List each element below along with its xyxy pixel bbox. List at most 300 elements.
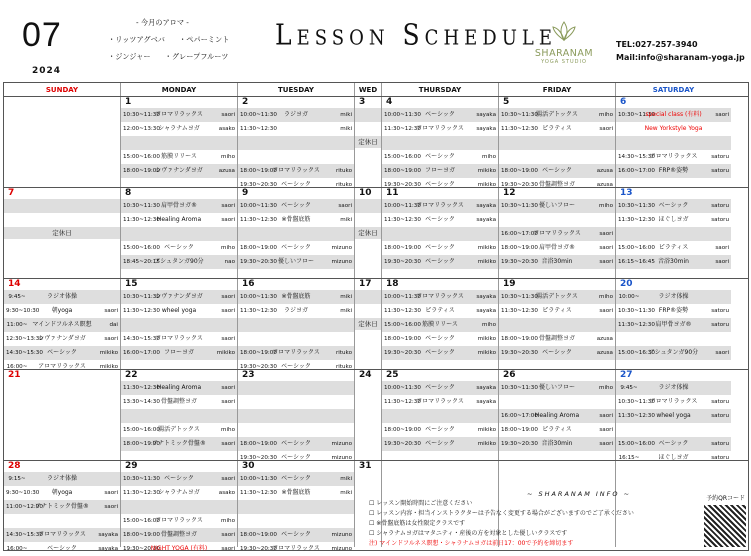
class-entry[interactable] (616, 227, 731, 241)
class-entry[interactable] (238, 514, 354, 528)
instructor: saori (221, 294, 235, 300)
class-entry[interactable] (4, 332, 120, 346)
class-entry[interactable] (616, 164, 731, 178)
class-entry[interactable] (616, 395, 731, 409)
class-entry[interactable] (382, 290, 498, 304)
class-entry[interactable] (4, 304, 120, 318)
class-entry[interactable] (4, 528, 120, 542)
class-entry[interactable] (499, 290, 615, 304)
day-cell (499, 97, 616, 187)
class-entry[interactable] (238, 409, 354, 423)
instructor: mikiko (99, 364, 118, 370)
class-entry[interactable] (121, 437, 237, 451)
class-name: ベーシック (281, 244, 311, 251)
class-entry[interactable] (382, 437, 498, 451)
class-name: ベーシック (47, 349, 77, 356)
instructor: rituko (335, 364, 352, 370)
class-name: シャラナムヨガ (158, 125, 200, 132)
class-entry[interactable] (616, 437, 731, 451)
class-entry[interactable] (121, 528, 237, 542)
class-entry[interactable] (382, 199, 498, 213)
class-entry[interactable] (499, 108, 615, 122)
class-entry[interactable] (382, 409, 498, 423)
class-entry[interactable] (499, 437, 615, 451)
class-entry[interactable] (238, 381, 354, 395)
class-entry[interactable] (121, 227, 237, 241)
class-name: ピラティス (542, 426, 572, 433)
class-entry[interactable] (382, 150, 498, 164)
class-name: アロマリラックス (38, 363, 86, 370)
instructor: saori (104, 504, 118, 510)
class-entry[interactable] (382, 241, 498, 255)
class-time: 10:30~11:30 (123, 476, 160, 482)
class-entry[interactable] (499, 255, 615, 269)
reservation-qr-code[interactable] (704, 505, 746, 547)
class-time: 18:00~19:00 (384, 245, 421, 251)
instructor: saori (599, 259, 613, 265)
class-entry[interactable] (382, 108, 498, 122)
day-cell (121, 97, 238, 187)
class-time: 15:00~16:00 (384, 322, 421, 328)
class-time: 14:30~15:30 (618, 154, 655, 160)
class-time: 15:00~16:00 (384, 154, 421, 160)
class-entry[interactable] (4, 346, 120, 360)
email: Mail:info@sharanam-yoga.jp (616, 53, 745, 62)
class-time: 11:30~12:30 (501, 308, 538, 314)
class-name: ベーシック (425, 349, 455, 356)
class-entry[interactable] (355, 290, 381, 304)
instructor: miki (340, 126, 352, 132)
class-entry[interactable] (4, 290, 120, 304)
class-name: アシュタンガ90分 (648, 349, 699, 356)
day-number: 9 (242, 188, 249, 198)
instructor: saori (221, 399, 235, 405)
class-entry[interactable] (382, 318, 498, 332)
weekday-monday: MONDAY (121, 83, 238, 96)
instructor: mikiko (477, 350, 496, 356)
day-number: 23 (242, 370, 255, 380)
day-number: 8 (125, 188, 132, 198)
class-name: NIGHT YOGA (有料) (150, 545, 208, 552)
class-entry[interactable] (499, 332, 615, 346)
class-name: ベーシック (281, 531, 311, 538)
instructor: mikiko (477, 245, 496, 251)
instructor: saori (104, 336, 118, 342)
class-entry[interactable] (121, 136, 237, 150)
info-line: ☐ レッスン内容・担当インストラクターは予告なく変更する場合がございますのでご了承ください (369, 510, 634, 517)
week-row (4, 97, 748, 188)
class-name: ベーシック (281, 181, 311, 188)
class-entry[interactable] (616, 290, 731, 304)
class-name: シャラナムヨガ (158, 489, 200, 496)
class-time: 19:30~20:30 (501, 441, 538, 447)
class-name: ラジヨガ (283, 111, 308, 118)
class-entry[interactable] (616, 136, 731, 150)
instructor: dai (109, 322, 118, 328)
class-name: 音浴30min (541, 258, 573, 265)
class-name: アナトミック骨盤® (35, 503, 89, 510)
class-time: 18:00~19:00 (501, 336, 538, 342)
class-entry[interactable] (355, 304, 381, 318)
class-entry[interactable] (238, 136, 354, 150)
class-entry[interactable] (616, 318, 731, 332)
class-entry[interactable] (616, 346, 731, 360)
class-time: 18:00~19:00 (123, 532, 160, 538)
class-time: 19:30~20:30 (384, 182, 421, 188)
instructor: sayaka (476, 308, 496, 314)
class-time: 11:30~12:30 (618, 413, 655, 419)
day-cell (121, 370, 238, 460)
class-entry[interactable] (121, 108, 237, 122)
instructor: mizuno (331, 245, 352, 251)
class-entry[interactable] (4, 318, 120, 332)
class-entry[interactable] (616, 122, 731, 136)
class-entry[interactable] (616, 213, 731, 227)
class-entry[interactable] (238, 486, 354, 500)
class-entry[interactable] (4, 472, 120, 486)
class-time: 14:30~15:30 (123, 336, 160, 342)
day-number: 24 (359, 370, 372, 380)
class-entry[interactable] (238, 395, 354, 409)
class-entry[interactable] (238, 108, 354, 122)
class-entry[interactable] (382, 164, 498, 178)
day-number (616, 461, 731, 472)
day-number: 3 (359, 97, 366, 107)
class-name: ベーシック (425, 335, 455, 342)
class-entry[interactable] (121, 395, 237, 409)
class-time: 10:30~11:30 (501, 294, 538, 300)
class-entry[interactable] (499, 423, 615, 437)
class-entry[interactable] (238, 318, 354, 332)
class-name: マインドフルネス瞑想 (32, 321, 92, 328)
class-entry[interactable] (121, 290, 237, 304)
class-time: 19:30~20:30 (240, 364, 277, 370)
class-name: 骨盤調整ヨガ (160, 531, 197, 538)
class-time: 15:00~16:00 (123, 427, 160, 433)
month-number: 07 (22, 16, 62, 54)
class-entry[interactable] (238, 542, 354, 556)
class-time: 19:30~20:30 (123, 546, 160, 552)
instructor: saori (221, 336, 235, 342)
class-entry[interactable] (238, 255, 354, 269)
class-entry[interactable] (238, 346, 354, 360)
instructor: satoru (711, 455, 729, 461)
class-entry[interactable] (238, 437, 354, 451)
class-name: 腸活デトックス (158, 426, 200, 433)
day-number: 19 (503, 279, 516, 289)
class-entry[interactable] (121, 150, 237, 164)
class-time: 14:30~15:30 (6, 532, 43, 538)
class-time: 10:30~11:30 (618, 399, 655, 405)
instructor: satoru (711, 399, 729, 405)
class-entry[interactable] (499, 136, 615, 150)
class-entry[interactable] (121, 164, 237, 178)
class-entry[interactable] (616, 241, 731, 255)
weekday-wed: WED (355, 83, 382, 96)
class-entry[interactable] (4, 542, 120, 556)
class-entry[interactable] (4, 199, 120, 213)
class-entry[interactable] (382, 304, 498, 318)
class-time: 19:30~20:30 (240, 455, 277, 461)
class-entry[interactable] (382, 227, 498, 241)
class-entry[interactable] (499, 409, 615, 423)
class-time: 18:00~19:00 (501, 427, 538, 433)
instructor: azusa (596, 336, 613, 342)
class-time: 12:30~13:30 (6, 336, 43, 342)
instructor: mikiko (99, 350, 118, 356)
class-name: ※骨盤底筋 (281, 216, 311, 223)
closed-day-label: 定休日 (355, 136, 381, 148)
day-number: 14 (8, 279, 21, 289)
class-time: 10:00~11:30 (240, 203, 277, 209)
class-entry[interactable] (121, 423, 237, 437)
class-time: 10:30~11:30 (501, 112, 538, 118)
class-entry[interactable] (121, 346, 237, 360)
class-entry[interactable] (616, 150, 731, 164)
day-cell (238, 188, 355, 278)
class-entry[interactable] (499, 227, 615, 241)
class-entry[interactable] (382, 213, 498, 227)
aroma-title: - 今月のアロマ - (136, 18, 189, 27)
qr-label: 予約QRコード (706, 495, 745, 502)
class-entry[interactable] (121, 241, 237, 255)
instructor: miki (340, 294, 352, 300)
class-entry[interactable] (121, 381, 237, 395)
class-entry[interactable] (121, 122, 237, 136)
class-time: 13:30~14:30 (123, 399, 160, 405)
instructor: mizuno (331, 441, 352, 447)
day-cell (4, 279, 121, 369)
class-time: 11:30~12:30 (384, 126, 421, 132)
aroma-item: ・リッツアグベバ (108, 35, 165, 44)
class-name: ベーシック (425, 244, 455, 251)
class-name: アロマリラックス (272, 167, 320, 174)
class-time: 16:00~ (6, 364, 28, 370)
info-note: 注) マインドフルネス瞑想・シャラナムヨガは前日17：00で予約を締切ます (369, 540, 574, 547)
class-entry[interactable] (616, 199, 731, 213)
schedule-grid (3, 82, 749, 551)
instructor: miki (340, 112, 352, 118)
class-time: 19:30~20:30 (384, 350, 421, 356)
class-name: アロマリラックス (155, 335, 203, 342)
class-entry[interactable] (121, 304, 237, 318)
class-entry[interactable] (499, 395, 615, 409)
day-number: 31 (359, 461, 372, 471)
class-entry[interactable] (616, 304, 731, 318)
class-entry[interactable] (121, 486, 237, 500)
class-entry[interactable] (238, 150, 354, 164)
class-entry[interactable] (382, 332, 498, 346)
class-entry[interactable] (382, 136, 498, 150)
class-name: 朝yoga (51, 489, 73, 496)
instructor: mikiko (477, 182, 496, 188)
class-entry[interactable] (382, 122, 498, 136)
class-name: アロマリラックス (533, 230, 581, 237)
day-cell (499, 188, 616, 278)
class-entry[interactable] (355, 199, 381, 213)
day-cell (238, 279, 355, 369)
class-time: 15:00~16:30 (618, 350, 655, 356)
weekday-thursday: THURSDAY (382, 83, 499, 96)
day-number: 16 (242, 279, 255, 289)
instructor: mikiko (477, 168, 496, 174)
class-name: アロマリラックス (649, 153, 698, 160)
class-time: 16:00~17:00 (618, 168, 655, 174)
class-entry[interactable] (4, 514, 120, 528)
class-name: ベーシック (425, 181, 455, 188)
instructor: miho (599, 112, 613, 118)
class-entry[interactable] (616, 108, 731, 122)
class-entry[interactable] (238, 500, 354, 514)
instructor: saori (338, 203, 352, 209)
day-number: 12 (503, 188, 516, 198)
day-number: 28 (8, 461, 21, 471)
class-entry[interactable] (499, 213, 615, 227)
class-name: 優しいフロー (538, 202, 575, 209)
class-time: 10:30~11:30 (618, 308, 655, 314)
class-time: 9:30~10:30 (6, 490, 40, 496)
class-time: 18:00~19:00 (123, 168, 160, 174)
day-number: 18 (386, 279, 399, 289)
class-entry[interactable] (499, 381, 615, 395)
day-number: 21 (8, 370, 21, 380)
class-entry[interactable] (121, 500, 237, 514)
class-time: 10:30~11:30 (123, 294, 160, 300)
day-number: 11 (386, 188, 399, 198)
day-cell (616, 370, 731, 460)
instructor: azusa (596, 168, 613, 174)
class-time: 11:30~12:30 (240, 126, 277, 132)
class-entry[interactable] (499, 164, 615, 178)
class-entry[interactable] (499, 122, 615, 136)
class-entry[interactable] (238, 332, 354, 346)
class-entry[interactable] (499, 199, 615, 213)
class-entry[interactable] (121, 318, 237, 332)
class-time: 16:00~ (6, 546, 28, 552)
class-entry[interactable] (4, 486, 120, 500)
class-entry[interactable] (499, 150, 615, 164)
class-entry[interactable] (616, 255, 731, 269)
class-entry[interactable] (382, 423, 498, 437)
class-entry[interactable] (4, 500, 120, 514)
class-name: ラジヨガ (283, 307, 308, 314)
class-entry[interactable] (355, 213, 381, 227)
day-cell (382, 97, 499, 187)
day-number: 22 (125, 370, 138, 380)
class-entry[interactable] (238, 423, 354, 437)
class-entry[interactable] (616, 381, 731, 395)
class-entry[interactable] (382, 346, 498, 360)
class-name: ベーシック (281, 440, 311, 447)
day-number: 26 (503, 370, 516, 380)
instructor: sayaka (98, 532, 118, 538)
class-entry[interactable] (616, 409, 731, 423)
instructor: mizuno (331, 546, 352, 552)
class-time: 19:30~20:30 (240, 259, 277, 265)
class-name: アロマリラックス (272, 545, 320, 552)
day-cell (616, 279, 731, 369)
class-name: アロマリラックス (155, 111, 203, 118)
instructor: sayaka (476, 112, 496, 118)
class-name: ベーシック (425, 258, 455, 265)
class-name: シヴァナンダヨガ (155, 293, 203, 300)
class-entry[interactable] (238, 472, 354, 486)
class-entry[interactable] (238, 304, 354, 318)
class-name: ベーシック (542, 167, 572, 174)
class-entry[interactable] (121, 213, 237, 227)
class-time: 16:15~16:45 (618, 259, 655, 265)
class-entry[interactable] (121, 332, 237, 346)
instructor: sayaka (476, 126, 496, 132)
class-time: 11:30~12:30 (240, 217, 277, 223)
class-time: 19:30~20:30 (240, 182, 277, 188)
instructor: mikiko (477, 259, 496, 265)
class-entry[interactable] (238, 227, 354, 241)
class-entry[interactable] (382, 381, 498, 395)
instructor: nao (224, 259, 235, 265)
instructor: sayaka (476, 385, 496, 391)
class-time: 19:30~20:30 (384, 441, 421, 447)
class-entry[interactable] (499, 304, 615, 318)
class-entry[interactable] (238, 199, 354, 213)
class-name: ベーシック (47, 545, 77, 552)
class-entry[interactable] (121, 514, 237, 528)
class-time: 11:00~ (6, 322, 28, 328)
day-cell (355, 370, 382, 460)
class-name: ラジオ体操 (658, 384, 689, 391)
class-entry[interactable] (355, 108, 381, 122)
class-time: 10:30~11:30 (618, 203, 655, 209)
class-name: wheel yoga (161, 307, 197, 314)
class-entry[interactable] (238, 528, 354, 542)
class-entry[interactable] (238, 241, 354, 255)
class-entry[interactable] (355, 122, 381, 136)
class-name: ラジオ体操 (46, 293, 77, 300)
instructor: miho (221, 518, 235, 524)
class-entry[interactable] (616, 332, 731, 346)
class-entry[interactable] (238, 122, 354, 136)
class-entry[interactable] (382, 395, 498, 409)
class-time: 11:30~12:30 (384, 399, 421, 405)
instructor: miho (482, 154, 496, 160)
class-entry[interactable] (616, 423, 731, 437)
day-cell (238, 97, 355, 187)
class-time: 10:00~11:30 (240, 294, 277, 300)
class-name: Healing Aroma (156, 216, 202, 223)
class-entry[interactable] (121, 199, 237, 213)
class-name: ベーシック (658, 440, 689, 447)
class-entry[interactable] (382, 255, 498, 269)
header (0, 0, 751, 82)
instructor: satoru (711, 154, 729, 160)
class-time: 10:30~11:30 (123, 112, 160, 118)
class-entry[interactable] (238, 290, 354, 304)
weekday-sunday: SUNDAY (4, 83, 121, 96)
class-time: 16:00~17:00 (501, 231, 538, 237)
instructor: asako (218, 126, 235, 132)
class-entry[interactable] (499, 241, 615, 255)
class-entry[interactable] (121, 472, 237, 486)
class-entry[interactable] (121, 542, 237, 556)
class-entry[interactable] (4, 213, 120, 227)
class-entry[interactable] (121, 255, 237, 269)
class-name: ピラティス (425, 307, 455, 314)
class-entry[interactable] (238, 164, 354, 178)
class-entry[interactable] (499, 346, 615, 360)
class-entry[interactable] (238, 213, 354, 227)
class-entry[interactable] (499, 318, 615, 332)
class-entry[interactable] (121, 409, 237, 423)
